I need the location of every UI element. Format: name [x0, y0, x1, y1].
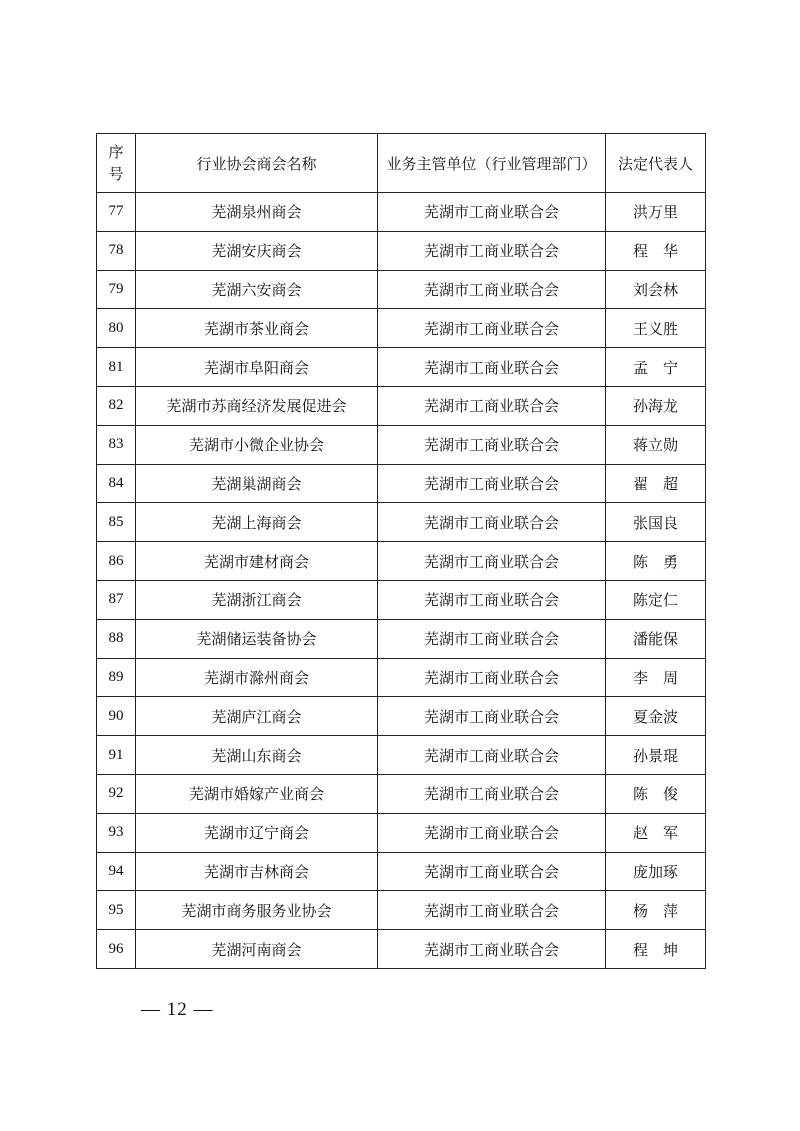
cell-legal-representative: 陈 勇 [606, 542, 706, 581]
cell-association-name: 芜湖市阜阳商会 [136, 348, 378, 387]
table-row [97, 309, 706, 348]
cell-supervising-unit: 芜湖市工商业联合会 [378, 930, 606, 969]
cell-serial-number: 78 [97, 231, 136, 270]
cell-legal-representative: 杨 萍 [606, 891, 706, 930]
cell-serial-number: 92 [97, 774, 136, 813]
cell-legal-representative: 孙景琨 [606, 736, 706, 775]
header-legal-representative: 法定代表人 [606, 134, 706, 193]
cell-association-name: 芜湖山东商会 [136, 736, 378, 775]
header-serial-number [97, 134, 136, 193]
table-body [97, 193, 706, 969]
cell-supervising-unit: 芜湖市工商业联合会 [378, 231, 606, 270]
cell-supervising-unit: 芜湖市工商业联合会 [378, 193, 606, 232]
cell-serial-number: 88 [97, 619, 136, 658]
cell-association-name: 芜湖市建材商会 [136, 542, 378, 581]
cell-serial-number: 80 [97, 309, 136, 348]
association-table [96, 133, 706, 969]
table-header-row [97, 134, 706, 193]
cell-association-name: 芜湖市茶业商会 [136, 309, 378, 348]
header-serial-line2: 号 [108, 165, 124, 183]
cell-supervising-unit: 芜湖市工商业联合会 [378, 852, 606, 891]
cell-supervising-unit: 芜湖市工商业联合会 [378, 658, 606, 697]
cell-supervising-unit: 芜湖市工商业联合会 [378, 386, 606, 425]
table-row [97, 930, 706, 969]
cell-serial-number: 87 [97, 580, 136, 619]
cell-serial-number: 96 [97, 930, 136, 969]
table-row [97, 658, 706, 697]
cell-association-name: 芜湖浙江商会 [136, 580, 378, 619]
table-row [97, 619, 706, 658]
cell-serial-number: 82 [97, 386, 136, 425]
cell-supervising-unit: 芜湖市工商业联合会 [378, 619, 606, 658]
cell-legal-representative: 张国良 [606, 503, 706, 542]
cell-association-name: 芜湖市辽宁商会 [136, 813, 378, 852]
table-row [97, 852, 706, 891]
cell-supervising-unit: 芜湖市工商业联合会 [378, 697, 606, 736]
cell-serial-number: 84 [97, 464, 136, 503]
cell-serial-number: 81 [97, 348, 136, 387]
cell-legal-representative: 程 坤 [606, 930, 706, 969]
cell-association-name: 芜湖市婚嫁产业商会 [136, 774, 378, 813]
table-row [97, 580, 706, 619]
cell-association-name: 芜湖巢湖商会 [136, 464, 378, 503]
cell-supervising-unit: 芜湖市工商业联合会 [378, 503, 606, 542]
cell-association-name: 芜湖市吉林商会 [136, 852, 378, 891]
cell-legal-representative: 蒋立勋 [606, 425, 706, 464]
cell-serial-number: 77 [97, 193, 136, 232]
table-row [97, 503, 706, 542]
table-row [97, 542, 706, 581]
cell-legal-representative: 潘能保 [606, 619, 706, 658]
header-serial-line1: 序 [108, 143, 124, 161]
cell-association-name: 芜湖安庆商会 [136, 231, 378, 270]
cell-serial-number: 93 [97, 813, 136, 852]
table-row [97, 425, 706, 464]
cell-legal-representative: 李 周 [606, 658, 706, 697]
cell-association-name: 芜湖储运装备协会 [136, 619, 378, 658]
cell-supervising-unit: 芜湖市工商业联合会 [378, 736, 606, 775]
table-row [97, 813, 706, 852]
cell-association-name: 芜湖市小微企业协会 [136, 425, 378, 464]
cell-serial-number: 86 [97, 542, 136, 581]
cell-legal-representative: 孙海龙 [606, 386, 706, 425]
cell-association-name: 芜湖泉州商会 [136, 193, 378, 232]
cell-supervising-unit: 芜湖市工商业联合会 [378, 348, 606, 387]
cell-serial-number: 85 [97, 503, 136, 542]
cell-association-name: 芜湖上海商会 [136, 503, 378, 542]
cell-supervising-unit: 芜湖市工商业联合会 [378, 813, 606, 852]
cell-legal-representative: 陈定仁 [606, 580, 706, 619]
cell-association-name: 芜湖六安商会 [136, 270, 378, 309]
cell-serial-number: 90 [97, 697, 136, 736]
cell-supervising-unit: 芜湖市工商业联合会 [378, 270, 606, 309]
cell-legal-representative: 陈 俊 [606, 774, 706, 813]
cell-serial-number: 83 [97, 425, 136, 464]
cell-association-name: 芜湖市滁州商会 [136, 658, 378, 697]
table-row [97, 193, 706, 232]
cell-legal-representative: 赵 军 [606, 813, 706, 852]
table-row [97, 386, 706, 425]
cell-supervising-unit: 芜湖市工商业联合会 [378, 464, 606, 503]
table-row [97, 774, 706, 813]
cell-supervising-unit: 芜湖市工商业联合会 [378, 774, 606, 813]
cell-legal-representative: 孟 宁 [606, 348, 706, 387]
cell-serial-number: 91 [97, 736, 136, 775]
cell-legal-representative: 洪万里 [606, 193, 706, 232]
cell-legal-representative: 翟 超 [606, 464, 706, 503]
cell-legal-representative: 庞加琢 [606, 852, 706, 891]
cell-supervising-unit: 芜湖市工商业联合会 [378, 580, 606, 619]
table-row [97, 891, 706, 930]
table-row [97, 736, 706, 775]
cell-legal-representative: 程 华 [606, 231, 706, 270]
table-row [97, 231, 706, 270]
table-row [97, 464, 706, 503]
cell-supervising-unit: 芜湖市工商业联合会 [378, 425, 606, 464]
cell-serial-number: 89 [97, 658, 136, 697]
table-row [97, 348, 706, 387]
cell-serial-number: 79 [97, 270, 136, 309]
cell-supervising-unit: 芜湖市工商业联合会 [378, 309, 606, 348]
header-association-name: 行业协会商会名称 [136, 134, 378, 193]
cell-association-name: 芜湖河南商会 [136, 930, 378, 969]
page-number: — 12 — [141, 999, 214, 1020]
cell-association-name: 芜湖市商务服务业协会 [136, 891, 378, 930]
cell-supervising-unit: 芜湖市工商业联合会 [378, 891, 606, 930]
cell-legal-representative: 夏金波 [606, 697, 706, 736]
cell-supervising-unit: 芜湖市工商业联合会 [378, 542, 606, 581]
table-row [97, 270, 706, 309]
cell-legal-representative: 王义胜 [606, 309, 706, 348]
cell-serial-number: 94 [97, 852, 136, 891]
cell-serial-number: 95 [97, 891, 136, 930]
header-supervising-unit: 业务主管单位（行业管理部门） [378, 134, 606, 193]
cell-legal-representative: 刘会林 [606, 270, 706, 309]
cell-association-name: 芜湖庐江商会 [136, 697, 378, 736]
table-row [97, 697, 706, 736]
cell-association-name: 芜湖市苏商经济发展促进会 [136, 386, 378, 425]
